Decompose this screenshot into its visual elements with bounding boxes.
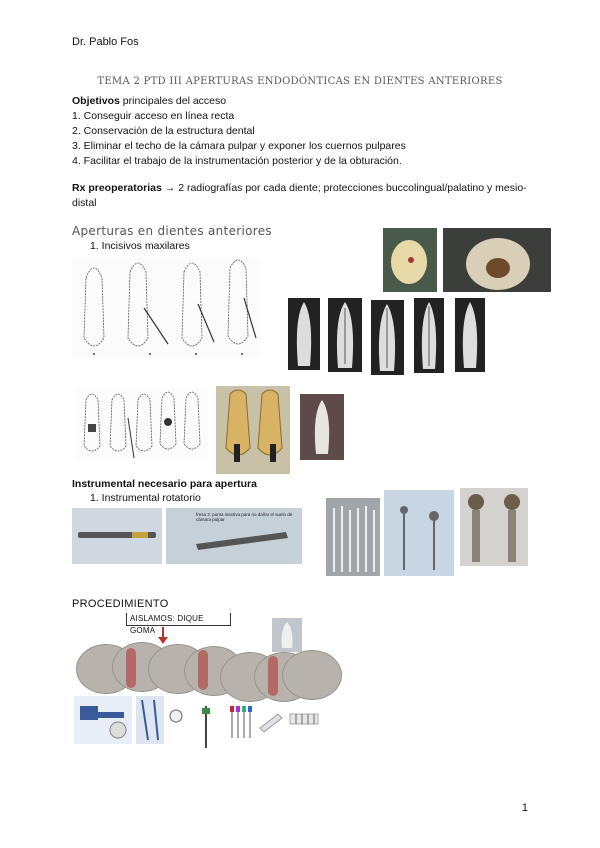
xray-1: [288, 298, 320, 370]
bur-caption: fresa 2: punta inactiva para no dañar el suelo de cámara pulpar: [196, 512, 293, 522]
xray-4: [414, 298, 444, 373]
xray-2: [328, 298, 362, 372]
objectives-heading: Objetivos principales del acceso: [72, 95, 227, 107]
document-title: TEMA 2 PTD III APERTURAS ENDODÓNTICAS EN DIENTES ANTERIORES: [97, 76, 503, 87]
bur-set-photo: [326, 498, 380, 576]
bur-photo-1: [72, 508, 162, 564]
bur-photo-2: [166, 508, 302, 564]
objective-item-2: 2. Conservación de la estructura dental: [72, 125, 255, 137]
files-set-photo: [226, 702, 254, 742]
incisor-color-diagram: [216, 386, 290, 474]
process-step-7: [282, 650, 342, 700]
objectives-block: [72, 94, 532, 169]
file-photo: [190, 702, 220, 750]
list-item-rotatorio: 1. Instrumental rotatorio: [90, 492, 201, 504]
incisor-sketches-2: [76, 388, 208, 460]
author-name: Dr. Pablo Fos: [72, 36, 139, 48]
overlap-1: [126, 648, 136, 688]
incisor-section-photo: [300, 394, 344, 460]
xray-3: [371, 300, 404, 375]
tray-photo: [288, 706, 320, 730]
aislamos-box: AISLAMOS: DIQUE GOMA: [126, 613, 231, 626]
overlap-2: [198, 650, 208, 690]
tooth-photo-1: [383, 228, 437, 292]
section-heading-aperturas: Aperturas en dientes anteriores: [72, 224, 272, 238]
syringe-photo: [258, 708, 284, 732]
page-number: 1: [521, 802, 528, 814]
round-bur-photo-1: [384, 490, 454, 576]
objective-item-4: 4. Facilitar el trabajo de la instrumentación posterior y de la obturación.: [72, 155, 402, 167]
arrow-head-icon: [158, 637, 168, 644]
overlap-3: [268, 656, 278, 696]
xray-thumb: [272, 618, 302, 652]
objective-item-3: 3. Eliminar el techo de la cámara pulpar y exponer los cuernos pulpares: [72, 140, 406, 152]
objective-item-1: 1. Conseguir acceso en línea recta: [72, 110, 235, 122]
incisor-sketches-1: [72, 258, 260, 358]
tooth-photo-2: [443, 228, 551, 292]
round-bur-photo-2: [460, 488, 528, 566]
xray-5: [455, 298, 485, 372]
section-heading-procedimiento: PROCEDIMIENTO: [72, 598, 169, 610]
section-heading-instrumental: Instrumental necesario para apertura: [72, 478, 257, 490]
list-item-incisivos: 1. Incisivos maxilares: [90, 240, 190, 252]
instrument-photo: [136, 696, 164, 744]
rx-paragraph: Rx preoperatorias → 2 radiografías por cada diente; protecciones buccolingual/palatino y mesio-distal: [72, 182, 527, 209]
mirror-icon: [168, 708, 184, 724]
handpiece-photo: [74, 696, 132, 744]
